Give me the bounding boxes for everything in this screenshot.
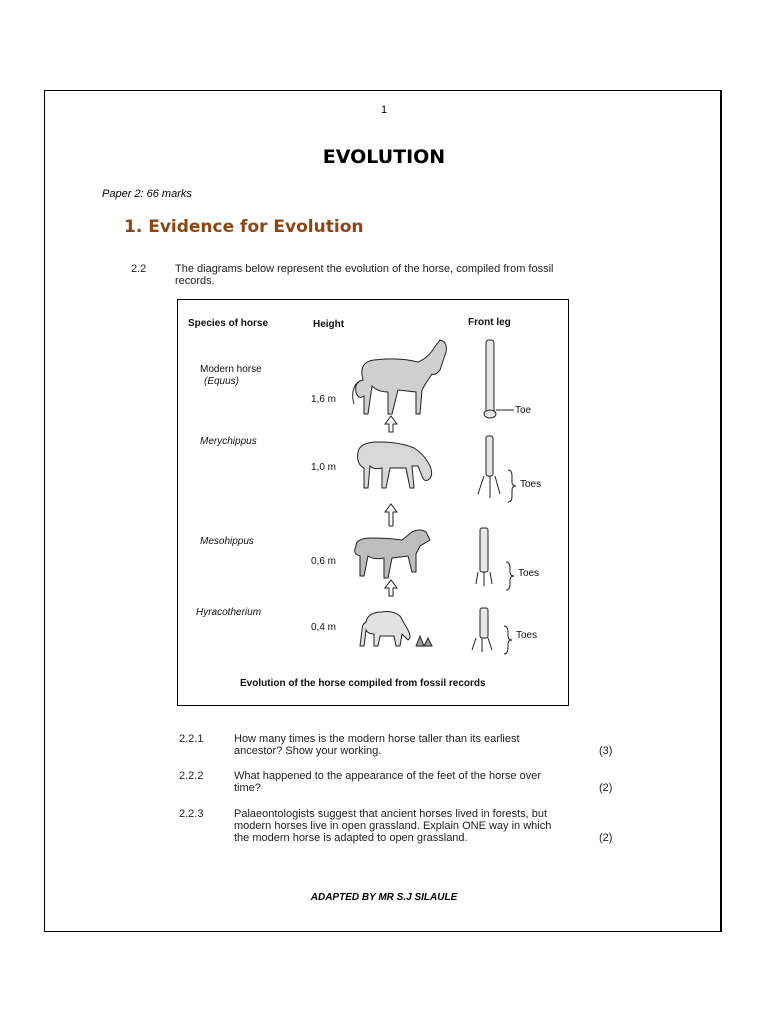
subquestion-line: the modern horse is adapted to open grassland. — [234, 832, 468, 844]
leg-modern-illustration — [484, 340, 514, 418]
modern-horse-illustration — [353, 340, 447, 414]
subquestion-number: 2.2.3 — [179, 808, 204, 820]
subquestion-line: ancestor? Show your working. — [234, 745, 382, 757]
subquestion-line: What happened to the appearance of the feet of the horse over — [234, 770, 541, 782]
leg-label: Toes — [516, 630, 538, 641]
footer-credit: ADAPTED BY MR S.J SILAULE — [310, 892, 458, 903]
question-number: 2.2 — [131, 263, 147, 275]
subquestion-line: How many times is the modern horse taller than its earliest — [234, 733, 520, 745]
height-value: 0,4 m — [311, 622, 337, 633]
subquestion-line: Palaeontologists suggest that ancient horses lived in forests, but — [234, 808, 548, 820]
subquestion-line: time? — [234, 782, 261, 794]
hyracotherium-illustration — [360, 612, 432, 647]
leg-label: Toes — [518, 568, 540, 579]
document-title: EVOLUTION — [322, 146, 446, 168]
height-value: 1,0 m — [311, 462, 337, 473]
leg-mesohippus-illustration — [476, 528, 514, 590]
species-name: Hyracotherium — [196, 607, 262, 618]
height-value: 0,6 m — [311, 556, 337, 567]
subquestion-line: modern horses live in open grassland. Explain ONE way in which — [234, 820, 552, 832]
species-subname: (Equus) — [204, 376, 240, 387]
page-number: 1 — [380, 104, 388, 116]
section-heading: 1. Evidence for Evolution — [124, 217, 364, 237]
paper-info: Paper 2: 66 marks — [102, 188, 192, 200]
header-species: Species of horse — [188, 318, 269, 329]
subquestion-marks: (2) — [599, 832, 613, 844]
subquestion-marks: (3) — [599, 745, 613, 757]
horse-illustrations — [178, 300, 570, 707]
figure-caption: Evolution of the horse compiled from fossil records — [240, 678, 486, 689]
height-value: 1,6 m — [311, 394, 337, 405]
subquestion-number: 2.2.2 — [179, 770, 204, 782]
header-front-leg: Front leg — [468, 317, 511, 328]
subquestion-number: 2.2.1 — [179, 733, 204, 745]
mesohippus-illustration — [355, 530, 430, 578]
question-text-line1: The diagrams below represent the evolution of the horse, compiled from fossil — [175, 263, 554, 275]
leg-hyracotherium-illustration — [472, 608, 512, 654]
leg-label: Toe — [515, 405, 532, 416]
horse-evolution-figure — [177, 299, 569, 706]
leg-merychippus-illustration — [478, 436, 516, 502]
subquestion-marks: (2) — [599, 782, 613, 794]
species-name: Modern horse — [200, 364, 262, 375]
species-name: Mesohippus — [200, 536, 254, 547]
question-text-line2: records. — [175, 275, 215, 287]
merychippus-illustration — [358, 442, 432, 488]
species-name: Merychippus — [200, 436, 257, 447]
leg-label: Toes — [520, 479, 542, 490]
header-height: Height — [313, 319, 345, 330]
